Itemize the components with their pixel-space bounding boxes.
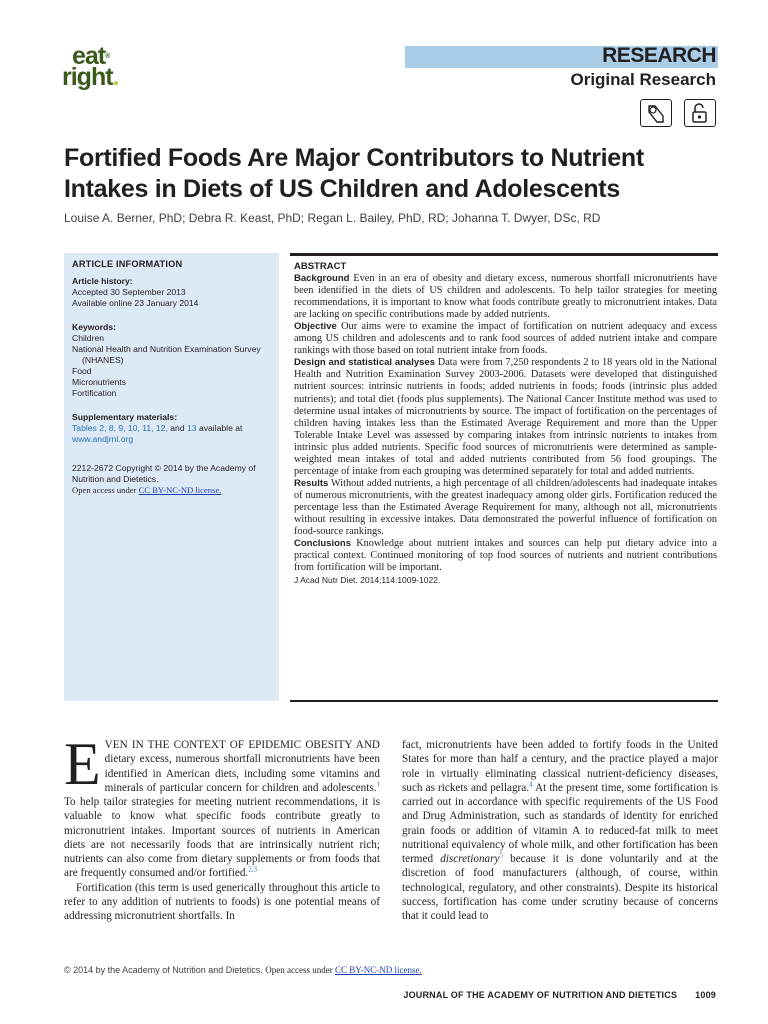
conclusions-label: Conclusions [294,538,352,550]
history-label: Article history: [72,276,133,286]
reference-4-link[interactable]: 4 [529,780,533,789]
keyword-item: National Health and Nutrition Examination Survey [72,344,261,354]
supplementary-label: Supplementary materials: [72,412,178,422]
subsection-label: Original Research [570,70,716,89]
body-paragraph-2: Fortification (this term is used generically throughout this article to refer to any addition of nutrients to foods) is one potential means of addressing micronutrient shortfalls. In [64,881,380,922]
background-text: Even in an era of obesity and dietary excess, numerous shortfall micronutrients have been identified in the diets of US children and adolescents. To help tailor strategies for meeting recommendations, it is important to know what foods contribute greatly to micronutrient intakes. Data are lacking on specific contributions made by added nutrients. [294,273,718,321]
reference-5-link[interactable]: 5 [499,851,503,860]
footer-license-link[interactable]: CC BY-NC-ND license. [334,965,422,975]
italic-term: discretionary [440,853,500,865]
design-label: Design and statistical analyses [294,357,435,369]
abstract-bottom-rule [290,700,718,702]
keywords-label: Keywords: [72,322,116,332]
footer-copyright: © 2014 by the Academy of Nutrition and Dietetics. [64,965,266,975]
keyword-item: Food [72,366,92,376]
supplementary-table-13-link[interactable]: 13 [187,423,197,433]
keyword-item: (NHANES) [82,355,124,365]
keyword-item: Fortification [72,388,117,398]
objective-label: Objective [294,321,337,333]
journal-url-link[interactable]: www.andjrnl.org [72,434,134,444]
article-title: Fortified Foods Are Major Contributors to Nutrient Intakes in Diets of US Children and Adolescents [64,144,644,203]
supp-available: available at [196,423,243,433]
available-date: Available online 23 January 2014 [72,298,199,308]
objective-text: Our aims were to examine the impact of fortification on nutrient adequacy and excess among US children and adolescents and to rank food sources of added nutrient intake and compare rankings with those based on total nutrient intake from foods. [294,321,717,357]
author-list: Louise A. Berner, PhD; Debra R. Keast, PhD; Regan L. Bailey, PhD, RD; Johanna T. Dwyer, DSc, RD [64,211,601,225]
article-information-box [64,253,279,701]
journal-citation: J Acad Nutr Diet. 2014;114:1009-1022. [294,575,441,586]
supp-and: and [167,423,187,433]
conclusions-text: Knowledge about nutrient intakes and sources can help put dietary advice into a practical context. Continued monitoring of top food sources of nutrients and nutrient contributions from fortification will be important. [294,538,717,574]
keyword-list [72,333,271,399]
section-label: RESEARCH [602,44,716,67]
open-access-text: Open access under [72,485,139,495]
results-text: Without added nutrients, a high percentage of all children/adolescents had inadequate intakes of numerous micronutrients, with the greatest inadequacy among older girls. Fortification reduced the percentage less than the Estimated Average Requirement for many, although not all, micronutrients without resulting in excessive intakes. Data demonstrated the powerful influence of fortification on food-source rankings. [294,477,717,538]
footer-open-access: Open access under [265,965,335,975]
abstract [294,261,717,586]
supplementary-tables-link[interactable]: Tables 2, 8, 9, 10, 11, 12, [72,423,168,433]
body-paragraph-1b: To help tailor strategies for meeting nutrient recommendations, it is valuable to know what specific foods contribute greatly to micronutrient intakes. Important sources of nutrients in American diets are not necessarily foods that are intrinsically nutrient rich; nutrients can also come from dietary supplements or from foods that are frequently consumed and/or fortified. [64,796,380,880]
reference-2-3-link[interactable]: 2,3 [248,865,257,874]
body-paragraph-3a: fact, micronutrients have been added to fortify foods in the United States for more than half a century, and the practice played a major role in virtually eliminating classical nutrient-deficiency diseases, such as rickets and pellagra. [402,739,718,794]
body-paragraph-1a: VEN IN THE CONTEXT OF EPIDEMIC OBESITY AND dietary excess, numerous shortfall micronutrients have been identified in American diets, including some vitamins and minerals of particular concern for children and adolescents. [104,739,380,794]
body-column-right [402,738,718,923]
background-label: Background [294,273,350,285]
license-link[interactable]: CC BY-NC-ND license. [138,485,222,495]
page-number: 1009 [695,990,716,1000]
article-info-heading: ARTICLE INFORMATION [72,259,183,269]
keyword-item: Children [72,333,105,343]
abstract-top-rule [290,253,718,256]
cme-icon [640,99,672,127]
eatright-logo: eat® right. [62,42,119,91]
open-access-notice [72,485,271,496]
abstract-heading: ABSTRACT [294,261,347,272]
running-footer [403,990,716,1000]
page-footer [64,965,724,975]
journal-name: JOURNAL OF THE ACADEMY OF NUTRITION AND DIETETICS [403,990,678,1000]
body-paragraph-3b: At the present time, some fortification is carried out in accordance with specific requirements of the US Food and Drug Administration, such as standards of identity for enriched grain foods or addition of vitamin A to reduced-fat milk to meet nutritional equivalency of whole milk, and other fortification has been termed [402,781,719,865]
results-label: Results [294,477,329,489]
reference-1-link[interactable]: 1 [376,780,380,789]
keyword-item: Micronutrients [72,377,126,387]
accepted-date: Accepted 30 September 2013 [72,287,186,297]
body-paragraph-3c: because it is done voluntarily and at the discretion of food manufacturers (although, of course, within technological, regulatory, and other constraints). Despite its historical success, fortification has come under scrutiny because of concerns that it could lead to [402,853,718,922]
open-access-lock-icon [684,99,716,127]
drop-cap: E [64,731,101,797]
supplementary-text [72,423,271,434]
copyright-notice: 2212-2672 Copyright © 2014 by the Academy of Nutrition and Dietetics. [72,463,256,484]
body-column-left [64,731,380,923]
design-text: Data were from 7,250 respondents 2 to 18 years old in the National Health and Nutrition Examination Survey 2003-2006. Datasets were developed that distinguished nutrient sources: intrinsic nutrients in foods; added nutrients in foods; foods (intrinsic plus added nutrients); and total diet (foods plus supplements). The National Cancer Institute method was used to determine usual intakes of micronutrients by source. The impact of fortification on the percentages of children having intakes less than the Estimated Average Requirement and more than the Upper Tolerable Intake Level was assessed by comparing intakes from intrinsic nutrients to intakes from intrinsic plus added nutrients. Specific food sources of micronutrients were determined as sample-weighted mean intakes of total and added nutrients contributed from 56 food groupings. The percentage of intake from each grouping was determined separately for total and added nutrients. [294,357,718,477]
